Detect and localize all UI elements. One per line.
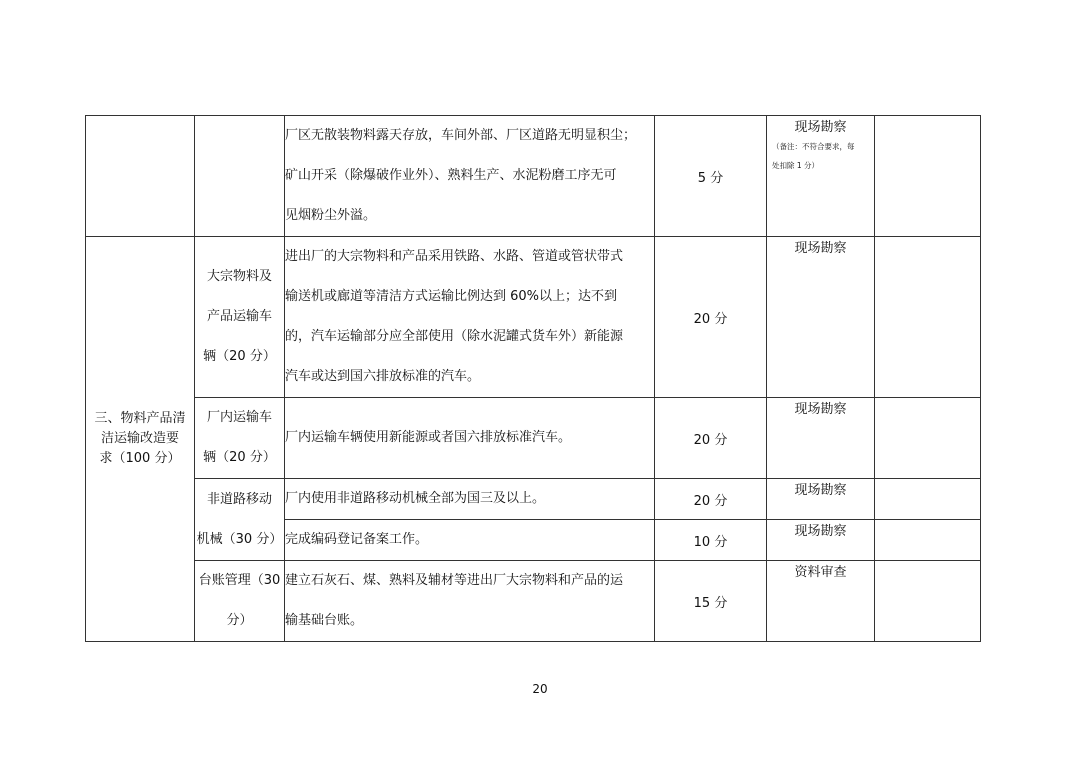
evaluation-table <box>85 115 981 642</box>
score-cell: 5 分 <box>655 116 767 237</box>
item-line: 非道路移动 <box>206 491 272 507</box>
table-row <box>86 561 981 642</box>
requirement-cell <box>285 116 655 237</box>
item-line: 辆（20 分） <box>203 450 276 465</box>
requirement-cell: 完成编码登记备案工作。 <box>285 520 655 561</box>
method-cell <box>767 116 875 237</box>
item-line: 分） <box>226 613 253 628</box>
requirement-cell: 厂内使用非道路移动机械全部为国三及以上。 <box>285 479 655 520</box>
remark-cell <box>875 237 981 398</box>
section-title-line: 三、物料产品清 <box>94 411 186 426</box>
score-cell: 20 分 <box>655 237 767 398</box>
requirement-line: 建立石灰石、煤、熟料及辅材等进出厂大宗物料和产品的运 <box>285 573 624 588</box>
item-cell <box>195 479 285 561</box>
remark-cell <box>875 479 981 520</box>
remark-cell <box>875 398 981 479</box>
section-title-cell <box>86 237 195 642</box>
requirement-line: 输送机或廊道等清洁方式运输比例达到 60%以上；达不到 <box>285 289 618 304</box>
method-label: 现场勘察 <box>794 483 847 498</box>
section-title-line: 求（100 分） <box>99 451 181 466</box>
item-cell <box>195 237 285 398</box>
score-cell: 20 分 <box>655 479 767 520</box>
remark-cell <box>875 561 981 642</box>
requirement-line: 进出厂的大宗物料和产品采用铁路、水路、管道或管状带式 <box>285 249 624 264</box>
item-line: 厂内运输车 <box>206 410 272 425</box>
score-cell: 10 分 <box>655 520 767 561</box>
score-cell: 15 分 <box>655 561 767 642</box>
item-line: 辆（20 分） <box>203 349 276 364</box>
method-label: 资料审查 <box>794 565 847 580</box>
requirement-cell <box>285 561 655 642</box>
requirement-cell: 厂内运输车辆使用新能源或者国六排放标准汽车。 <box>285 398 655 479</box>
item-cell-empty <box>195 116 285 237</box>
item-cell <box>195 398 285 479</box>
method-cell <box>767 479 875 520</box>
requirement-line: 汽车或达到国六排放标准的汽车。 <box>285 369 481 384</box>
section-cell-empty <box>86 116 195 237</box>
page-number: 20 <box>532 682 548 696</box>
method-cell <box>767 520 875 561</box>
table-row <box>86 116 981 237</box>
remark-cell <box>875 116 981 237</box>
table-row <box>86 237 981 398</box>
requirement-line: 厂区无散装物料露天存放，车间外部、厂区道路无明显积尘； <box>285 128 637 143</box>
method-label: 现场勘察 <box>794 402 847 417</box>
item-line: 机械（30 分） <box>196 531 283 547</box>
item-cell <box>195 561 285 642</box>
method-cell <box>767 398 875 479</box>
item-line: 大宗物料及 <box>206 269 272 284</box>
item-line: 台账管理（30 <box>198 573 281 588</box>
method-cell <box>767 237 875 398</box>
table-row <box>86 479 981 520</box>
requirement-cell <box>285 237 655 398</box>
section-title-line: 洁运输改造要 <box>100 431 179 446</box>
remark-cell <box>875 520 981 561</box>
method-label: 现场勘察 <box>794 120 847 135</box>
requirement-line: 矿山开采（除爆破作业外）、熟料生产、水泥粉磨工序无可 <box>285 168 617 183</box>
method-label: 现场勘察 <box>794 524 847 539</box>
method-note <box>767 137 874 175</box>
method-cell <box>767 561 875 642</box>
score-cell: 20 分 <box>655 398 767 479</box>
requirement-line: 见烟粉尘外溢。 <box>285 208 377 223</box>
requirement-line: 输基础台账。 <box>285 613 364 628</box>
method-label: 现场勘察 <box>794 241 847 256</box>
note-line: 处扣除 1 分） <box>772 161 820 170</box>
note-line: （备注：不符合要求，每 <box>772 142 855 151</box>
table-row <box>86 398 981 479</box>
requirement-line: 的，汽车运输部分应全部使用（除水泥罐式货车外）新能源 <box>285 329 624 344</box>
item-line: 产品运输车 <box>206 309 272 324</box>
